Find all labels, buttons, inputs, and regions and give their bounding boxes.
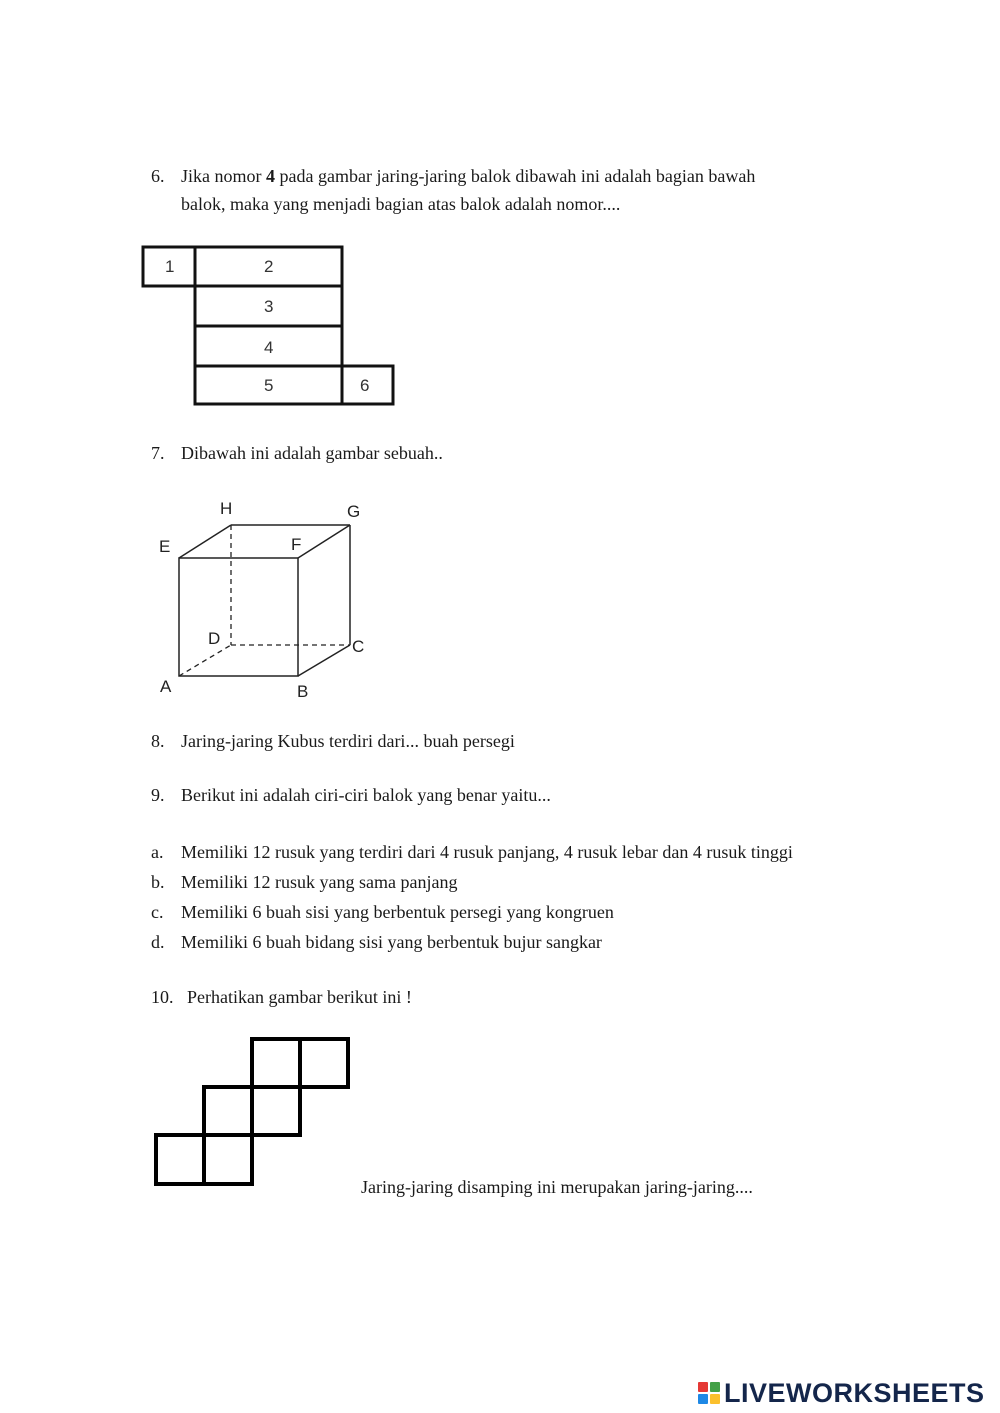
- net-cell-6: [342, 366, 393, 404]
- question-10-text: Perhatikan gambar berikut ini !: [187, 987, 412, 1007]
- question-6-number: 6.: [151, 166, 165, 186]
- net-cell-3: [195, 286, 342, 326]
- logo-blocks-icon: [698, 1382, 720, 1404]
- net-label-4: 4: [264, 338, 274, 357]
- vertex-label-c: C: [352, 637, 365, 656]
- edge-BC: [298, 645, 350, 676]
- logo-text: LIVEWORKSHEETS: [724, 1377, 985, 1408]
- question-7-text: Dibawah ini adalah gambar sebuah..: [181, 443, 443, 463]
- stair-net-cell: [252, 1087, 300, 1135]
- option-c-text: Memiliki 6 buah sisi yang berbentuk persegi yang kongruen: [181, 902, 614, 922]
- question-6-bold-number: 4: [266, 166, 275, 186]
- question-6-text-a: Jika nomor: [181, 166, 266, 186]
- question-10-number: 10.: [151, 987, 174, 1007]
- question-6-text-line1: [181, 162, 755, 190]
- liveworksheets-logo: [698, 1377, 985, 1409]
- vertex-label-g: G: [347, 502, 361, 521]
- stair-net-cell: [300, 1039, 348, 1087]
- vertex-label-f: F: [291, 535, 302, 554]
- option-a-text: Memiliki 12 rusuk yang terdiri dari 4 rusuk panjang, 4 rusuk lebar dan 4 rusuk tinggi: [181, 842, 793, 862]
- vertex-label-a: A: [160, 677, 172, 696]
- stair-net-cell: [156, 1135, 204, 1184]
- vertex-label-e: E: [159, 537, 171, 556]
- option-d-text: Memiliki 6 buah bidang sisi yang berbentuk bujur sangkar: [181, 932, 602, 952]
- vertex-label-h: H: [220, 499, 233, 518]
- question-10-caption: Jaring-jaring disamping ini merupakan jaring-jaring....: [361, 1177, 753, 1197]
- net-cell-5: [195, 366, 342, 404]
- question-6-text-line2: balok, maka yang menjadi bagian atas balok adalah nomor....: [181, 194, 621, 214]
- stair-net-cell: [252, 1039, 300, 1087]
- question-6-text-b: pada gambar jaring-jaring balok dibawah ini adalah bagian bawah: [275, 166, 756, 186]
- net-cell-2: [195, 247, 342, 286]
- net-label-3: 3: [264, 297, 274, 316]
- option-b-letter: b.: [151, 872, 165, 892]
- question-9-text: Berikut ini adalah ciri-ciri balok yang benar yaitu...: [181, 785, 551, 805]
- vertex-label-b: B: [297, 682, 309, 701]
- question-8-text: Jaring-jaring Kubus terdiri dari... buah persegi: [181, 731, 515, 751]
- net-label-5: 5: [264, 376, 274, 395]
- question-8-number: 8.: [151, 731, 165, 751]
- stair-net-cell: [204, 1135, 252, 1184]
- net-label-2: 2: [264, 257, 274, 276]
- net-label-1: 1: [165, 257, 175, 276]
- cube-front-face: [179, 558, 298, 676]
- edge-AD-hidden: [179, 645, 231, 676]
- edge-FG: [298, 525, 350, 558]
- net-cell-1: [143, 247, 195, 286]
- net-cell-4: [195, 326, 342, 366]
- stair-net-cell: [204, 1087, 252, 1135]
- net-label-6: 6: [360, 376, 370, 395]
- edge-EH: [179, 525, 231, 558]
- option-c-letter: c.: [151, 902, 164, 922]
- question-7-number: 7.: [151, 443, 165, 463]
- vertex-label-d: D: [208, 629, 221, 648]
- question-9-number: 9.: [151, 785, 165, 805]
- option-a-letter: a.: [151, 842, 164, 862]
- option-b-text: Memiliki 12 rusuk yang sama panjang: [181, 872, 458, 892]
- option-d-letter: d.: [151, 932, 165, 952]
